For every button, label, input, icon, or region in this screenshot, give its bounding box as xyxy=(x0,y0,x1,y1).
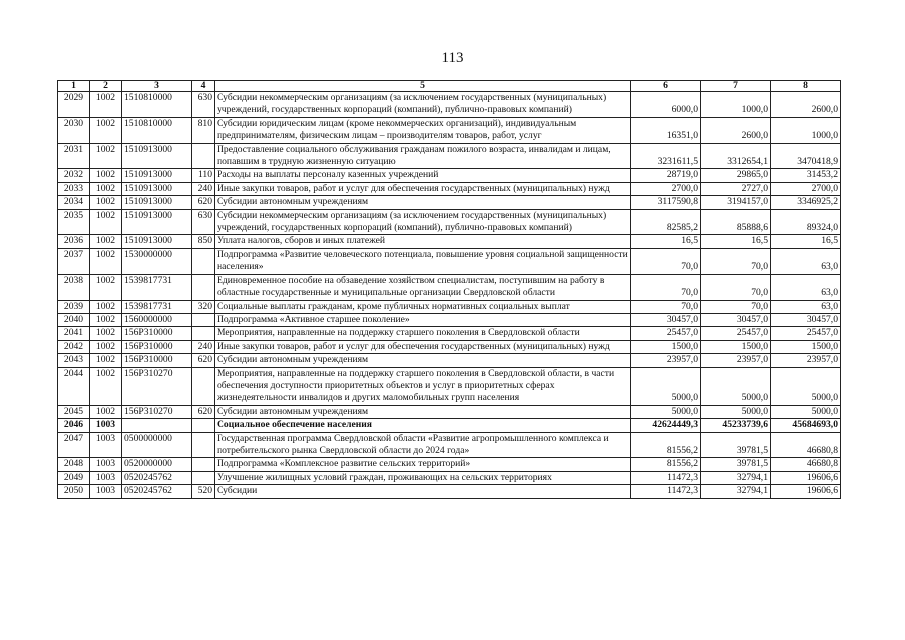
amount-cell-6: 5000,0 xyxy=(631,405,701,418)
amount-cell-6: 30457,0 xyxy=(631,313,701,326)
amount-cell-7: 70,0 xyxy=(701,248,771,274)
amount-cell-8: 5000,0 xyxy=(771,405,841,418)
amount-cell-8: 23957,0 xyxy=(771,354,841,367)
expense-type-cell xyxy=(192,432,215,458)
target-code-cell: 1560000000 xyxy=(122,313,192,326)
target-code-cell: 1510913000 xyxy=(122,182,192,195)
section-code-cell: 1002 xyxy=(90,235,122,248)
description-cell: Социальные выплаты гражданам, кроме публичных нормативных социальных выплат xyxy=(215,300,631,313)
row-number-cell: 2032 xyxy=(58,169,90,182)
section-code-cell: 1002 xyxy=(90,92,122,118)
expense-type-cell: 110 xyxy=(192,169,215,182)
row-number-cell: 2030 xyxy=(58,117,90,143)
amount-cell-8: 19606,6 xyxy=(771,485,841,498)
target-code-cell: 1539817731 xyxy=(122,274,192,300)
section-code-cell: 1003 xyxy=(90,485,122,498)
amount-cell-8: 89324,0 xyxy=(771,209,841,235)
amount-cell-8: 1500,0 xyxy=(771,340,841,353)
table-row xyxy=(58,274,841,300)
description-cell: Государственная программа Свердловской области «Развитие агропромышленного комплекса и потребительского рынка Свердловской области до 2024 года» xyxy=(215,432,631,458)
amount-cell-7: 23957,0 xyxy=(701,354,771,367)
expense-type-cell: 620 xyxy=(192,354,215,367)
expense-type-cell: 240 xyxy=(192,340,215,353)
section-code-cell: 1002 xyxy=(90,354,122,367)
target-code-cell: 156P310270 xyxy=(122,405,192,418)
amount-cell-8: 63,0 xyxy=(771,274,841,300)
expense-type-cell: 620 xyxy=(192,196,215,209)
description-cell: Субсидии некоммерческим организациям (за исключением государственных (муниципальных) учреждений, государственных корпораций (компаний), публично-правовых компаний) xyxy=(215,209,631,235)
table-row xyxy=(58,405,841,418)
amount-cell-6: 28719,0 xyxy=(631,169,701,182)
amount-cell-6: 5000,0 xyxy=(631,367,701,405)
target-code-cell: 1510913000 xyxy=(122,235,192,248)
description-cell: Расходы на выплаты персоналу казенных учреждений xyxy=(215,169,631,182)
amount-cell-8: 3470418,9 xyxy=(771,143,841,169)
amount-cell-7: 2600,0 xyxy=(701,117,771,143)
amount-cell-6: 16,5 xyxy=(631,235,701,248)
amount-cell-7: 32794,1 xyxy=(701,485,771,498)
table-row xyxy=(58,432,841,458)
table-row xyxy=(58,313,841,326)
expense-type-cell: 320 xyxy=(192,300,215,313)
table-row xyxy=(58,471,841,484)
amount-cell-7: 45233739,6 xyxy=(701,419,771,432)
target-code-cell: 0520000000 xyxy=(122,458,192,471)
amount-cell-7: 39781,5 xyxy=(701,458,771,471)
section-code-cell: 1002 xyxy=(90,196,122,209)
description-cell: Субсидии автономным учреждениям xyxy=(215,196,631,209)
amount-cell-8: 5000,0 xyxy=(771,367,841,405)
header-cell: 4 xyxy=(192,81,215,92)
header-cell: 8 xyxy=(771,81,841,92)
row-number-cell: 2038 xyxy=(58,274,90,300)
table-body xyxy=(58,92,841,499)
header-row xyxy=(58,81,841,92)
section-code-cell: 1002 xyxy=(90,182,122,195)
amount-cell-6: 6000,0 xyxy=(631,92,701,118)
expense-type-cell xyxy=(192,313,215,326)
target-code-cell: 1510913000 xyxy=(122,196,192,209)
table-row xyxy=(58,182,841,195)
header-cell: 5 xyxy=(215,81,631,92)
expense-type-cell xyxy=(192,367,215,405)
amount-cell-8: 25457,0 xyxy=(771,327,841,340)
amount-cell-6: 16351,0 xyxy=(631,117,701,143)
row-number-cell: 2035 xyxy=(58,209,90,235)
section-code-cell: 1002 xyxy=(90,209,122,235)
table-row xyxy=(58,235,841,248)
expense-type-cell xyxy=(192,471,215,484)
table-row xyxy=(58,354,841,367)
row-number-cell: 2046 xyxy=(58,419,90,432)
amount-cell-8: 46680,8 xyxy=(771,432,841,458)
table-row xyxy=(58,367,841,405)
row-number-cell: 2042 xyxy=(58,340,90,353)
amount-cell-6: 25457,0 xyxy=(631,327,701,340)
amount-cell-7: 25457,0 xyxy=(701,327,771,340)
expense-type-cell: 630 xyxy=(192,209,215,235)
amount-cell-7: 5000,0 xyxy=(701,367,771,405)
description-cell: Субсидии xyxy=(215,485,631,498)
description-cell: Субсидии юридическим лицам (кроме некоммерческих организаций), индивидуальным предпринимателям, физическим лицам – производителям товаров, работ, услуг xyxy=(215,117,631,143)
description-cell: Предоставление социального обслуживания гражданам пожилого возраста, инвалидам и лицам, попавшим в трудную жизненную ситуацию xyxy=(215,143,631,169)
section-code-cell: 1003 xyxy=(90,432,122,458)
amount-cell-7: 3312654,1 xyxy=(701,143,771,169)
section-code-cell: 1002 xyxy=(90,313,122,326)
target-code-cell: 1530000000 xyxy=(122,248,192,274)
amount-cell-7: 85888,6 xyxy=(701,209,771,235)
amount-cell-6: 81556,2 xyxy=(631,432,701,458)
amount-cell-8: 3346925,2 xyxy=(771,196,841,209)
target-code-cell: 0520245762 xyxy=(122,471,192,484)
amount-cell-8: 63,0 xyxy=(771,248,841,274)
description-cell: Субсидии автономным учреждениям xyxy=(215,354,631,367)
table-row xyxy=(58,196,841,209)
row-number-cell: 2029 xyxy=(58,92,90,118)
amount-cell-7: 70,0 xyxy=(701,274,771,300)
table-row xyxy=(58,300,841,313)
header-cell: 6 xyxy=(631,81,701,92)
amount-cell-8: 2600,0 xyxy=(771,92,841,118)
row-number-cell: 2040 xyxy=(58,313,90,326)
row-number-cell: 2044 xyxy=(58,367,90,405)
target-code-cell: 156P310270 xyxy=(122,367,192,405)
amount-cell-8: 30457,0 xyxy=(771,313,841,326)
row-number-cell: 2031 xyxy=(58,143,90,169)
section-code-cell: 1003 xyxy=(90,419,122,432)
section-code-cell: 1002 xyxy=(90,340,122,353)
expense-type-cell: 810 xyxy=(192,117,215,143)
target-code-cell: 0520245762 xyxy=(122,485,192,498)
description-cell: Мероприятия, направленные на поддержку старшего поколения в Свердловской области, в части обеспечения доступности приоритетных объектов и услуг в приоритетных сферах жизнедеятельности инвалидов и других маломобильных групп населения xyxy=(215,367,631,405)
table-row xyxy=(58,327,841,340)
expense-type-cell xyxy=(192,458,215,471)
header-cell: 3 xyxy=(122,81,192,92)
section-code-cell: 1002 xyxy=(90,274,122,300)
amount-cell-6: 3117590,8 xyxy=(631,196,701,209)
header-cell: 1 xyxy=(58,81,90,92)
description-cell: Субсидии некоммерческим организациям (за исключением государственных (муниципальных) учреждений, государственных корпораций (компаний), публично-правовых компаний) xyxy=(215,92,631,118)
target-code-cell: 156P310000 xyxy=(122,327,192,340)
description-cell: Социальное обеспечение населения xyxy=(215,419,631,432)
table-row xyxy=(58,117,841,143)
row-number-cell: 2048 xyxy=(58,458,90,471)
table-row xyxy=(58,92,841,118)
description-cell: Уплата налогов, сборов и иных платежей xyxy=(215,235,631,248)
section-code-cell: 1002 xyxy=(90,117,122,143)
row-number-cell: 2034 xyxy=(58,196,90,209)
target-code-cell: 1539817731 xyxy=(122,300,192,313)
table-row xyxy=(58,419,841,432)
target-code-cell xyxy=(122,419,192,432)
row-number-cell: 2047 xyxy=(58,432,90,458)
amount-cell-8: 45684693,0 xyxy=(771,419,841,432)
row-number-cell: 2039 xyxy=(58,300,90,313)
row-number-cell: 2043 xyxy=(58,354,90,367)
description-cell: Иные закупки товаров, работ и услуг для обеспечения государственных (муниципальных) нужд xyxy=(215,340,631,353)
table-row xyxy=(58,169,841,182)
amount-cell-7: 39781,5 xyxy=(701,432,771,458)
amount-cell-7: 16,5 xyxy=(701,235,771,248)
expense-type-cell: 520 xyxy=(192,485,215,498)
description-cell: Единовременное пособие на обзаведение хозяйством специалистам, поступившим на работу в областные государственные и муниципальные организации Свердловской области xyxy=(215,274,631,300)
section-code-cell: 1002 xyxy=(90,169,122,182)
section-code-cell: 1002 xyxy=(90,367,122,405)
amount-cell-6: 70,0 xyxy=(631,300,701,313)
row-number-cell: 2050 xyxy=(58,485,90,498)
header-cell: 7 xyxy=(701,81,771,92)
table-row xyxy=(58,143,841,169)
target-code-cell: 1510913000 xyxy=(122,169,192,182)
page-number: 113 xyxy=(441,50,464,66)
amount-cell-7: 30457,0 xyxy=(701,313,771,326)
target-code-cell: 1510810000 xyxy=(122,117,192,143)
expense-type-cell xyxy=(192,248,215,274)
section-code-cell: 1002 xyxy=(90,327,122,340)
description-cell: Подпрограмма «Активное старшее поколение» xyxy=(215,313,631,326)
amount-cell-6: 82585,2 xyxy=(631,209,701,235)
description-cell: Подпрограмма «Развитие человеческого потенциала, повышение уровня социальной защищенности населения» xyxy=(215,248,631,274)
amount-cell-7: 1000,0 xyxy=(701,92,771,118)
target-code-cell: 0500000000 xyxy=(122,432,192,458)
target-code-cell: 1510810000 xyxy=(122,92,192,118)
expense-type-cell: 620 xyxy=(192,405,215,418)
amount-cell-8: 19606,6 xyxy=(771,471,841,484)
section-code-cell: 1002 xyxy=(90,405,122,418)
description-cell: Подпрограмма «Комплексное развитие сельских территорий» xyxy=(215,458,631,471)
expense-type-cell xyxy=(192,274,215,300)
expense-type-cell xyxy=(192,327,215,340)
section-code-cell: 1002 xyxy=(90,143,122,169)
amount-cell-6: 11472,3 xyxy=(631,485,701,498)
target-code-cell: 156P310000 xyxy=(122,354,192,367)
amount-cell-7: 5000,0 xyxy=(701,405,771,418)
amount-cell-6: 2700,0 xyxy=(631,182,701,195)
amount-cell-7: 70,0 xyxy=(701,300,771,313)
row-number-cell: 2037 xyxy=(58,248,90,274)
row-number-cell: 2049 xyxy=(58,471,90,484)
row-number-cell: 2041 xyxy=(58,327,90,340)
row-number-cell: 2045 xyxy=(58,405,90,418)
amount-cell-6: 81556,2 xyxy=(631,458,701,471)
budget-table xyxy=(57,80,841,499)
amount-cell-7: 29865,0 xyxy=(701,169,771,182)
expense-type-cell: 240 xyxy=(192,182,215,195)
description-cell: Улучшение жилищных условий граждан, проживающих на сельских территориях xyxy=(215,471,631,484)
amount-cell-6: 1500,0 xyxy=(631,340,701,353)
description-cell: Мероприятия, направленные на поддержку старшего поколения в Свердловской области xyxy=(215,327,631,340)
amount-cell-8: 2700,0 xyxy=(771,182,841,195)
row-number-cell: 2036 xyxy=(58,235,90,248)
amount-cell-7: 32794,1 xyxy=(701,471,771,484)
amount-cell-8: 31453,2 xyxy=(771,169,841,182)
section-code-cell: 1002 xyxy=(90,248,122,274)
amount-cell-7: 1500,0 xyxy=(701,340,771,353)
expense-type-cell xyxy=(192,143,215,169)
amount-cell-6: 3231611,5 xyxy=(631,143,701,169)
header-cell: 2 xyxy=(90,81,122,92)
description-cell: Иные закупки товаров, работ и услуг для обеспечения государственных (муниципальных) нужд xyxy=(215,182,631,195)
section-code-cell: 1002 xyxy=(90,300,122,313)
amount-cell-7: 3194157,0 xyxy=(701,196,771,209)
amount-cell-6: 23957,0 xyxy=(631,354,701,367)
row-number-cell: 2033 xyxy=(58,182,90,195)
section-code-cell: 1003 xyxy=(90,471,122,484)
expense-type-cell: 850 xyxy=(192,235,215,248)
expense-type-cell: 630 xyxy=(192,92,215,118)
description-cell: Субсидии автономным учреждениям xyxy=(215,405,631,418)
target-code-cell: 156P310000 xyxy=(122,340,192,353)
amount-cell-7: 2727,0 xyxy=(701,182,771,195)
table-row xyxy=(58,248,841,274)
amount-cell-8: 1000,0 xyxy=(771,117,841,143)
expense-type-cell xyxy=(192,419,215,432)
amount-cell-6: 11472,3 xyxy=(631,471,701,484)
amount-cell-6: 70,0 xyxy=(631,248,701,274)
amount-cell-8: 63,0 xyxy=(771,300,841,313)
target-code-cell: 1510913000 xyxy=(122,143,192,169)
amount-cell-8: 16,5 xyxy=(771,235,841,248)
table-row xyxy=(58,458,841,471)
section-code-cell: 1003 xyxy=(90,458,122,471)
table-row xyxy=(58,485,841,498)
table-row xyxy=(58,209,841,235)
amount-cell-8: 46680,8 xyxy=(771,458,841,471)
amount-cell-6: 42624449,3 xyxy=(631,419,701,432)
amount-cell-6: 70,0 xyxy=(631,274,701,300)
target-code-cell: 1510913000 xyxy=(122,209,192,235)
table-row xyxy=(58,340,841,353)
